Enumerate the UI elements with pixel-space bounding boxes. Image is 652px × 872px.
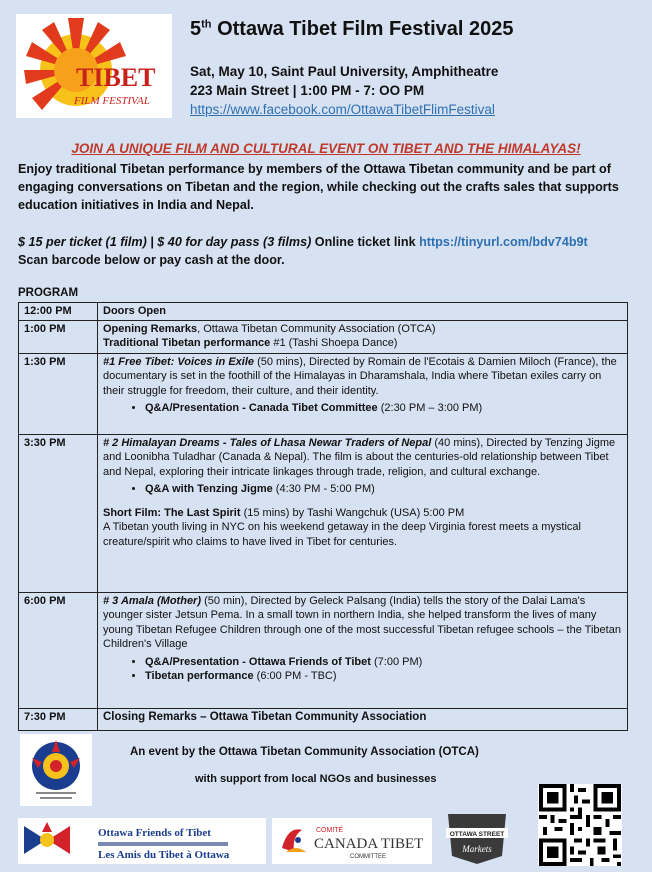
credit-support: with support from local NGOs and businesses	[195, 773, 437, 785]
svg-text:TIBET: TIBET	[76, 63, 156, 92]
svg-text:CANADA TIBET: CANADA TIBET	[314, 836, 424, 852]
event-date-venue: Sat, May 10, Saint Paul University, Amphitheatre	[190, 64, 499, 79]
program-table	[18, 302, 628, 731]
table-row: 7:30 PM Closing Remarks – Ottawa Tibetan Community Association	[19, 708, 628, 730]
table-row: 3:30 PM # 2 Himalayan Dreams - Tales of Lhasa Newar Traders of Nepal (40 mins), Directed by Tenzing Jigme and Loonibha Tuladhar (Canada & Nepal). The film is about the centuries-old relationship between Tibet and Nepal, exploring their intricate linkages through trade, religion, and cultural exchange. • Q&A with Tenzing Jigme (4:30 PM - 5:00 PM) Short Film: The Last Spirit (15 mins) by Tashi Wangchuk (USA) 5:00 PM A Tibetan youth living in NYC on his weekend getaway in the deep Virginia forest meets a mystical creature/spirit who claims to have lived in Tibet for centuries.	[19, 434, 628, 592]
otca-logo	[20, 734, 92, 806]
ticket-info: $ 15 per ticket (1 film) | $ 40 for day pass (3 films) Online ticket link https://tinyurl.com/bdv74b9t Scan barcode below or pay cash at the door.	[18, 235, 588, 267]
page-title: 5th Ottawa Tibet Film Festival 2025	[190, 18, 514, 40]
tibet-film-festival-logo	[16, 14, 172, 118]
svg-text:FILM FESTIVAL: FILM FESTIVAL	[74, 95, 150, 107]
svg-text:Ottawa Friends of Tibet: Ottawa Friends of Tibet	[98, 827, 211, 839]
svg-text:Les Amis du Tibet à Ottawa: Les Amis du Tibet à Ottawa	[98, 849, 230, 861]
svg-text:COMITÉ: COMITÉ	[316, 827, 344, 834]
qr-code[interactable]	[538, 784, 622, 866]
table-row: 1:00 PM Opening Remarks, Ottawa Tibetan Community Association (OTCA) Traditional Tibetan performance #1 (Tashi Shoepa Dance)	[19, 320, 628, 353]
svg-text:OTTAWA STREET: OTTAWA STREET	[449, 831, 505, 838]
headline: JOIN A UNIQUE FILM AND CULTURAL EVENT ON TIBET AND THE HIMALAYAS!	[71, 141, 581, 156]
event-info	[190, 62, 498, 119]
intro-paragraph: Enjoy traditional Tibetan performance by members of the Ottawa Tibetan community and be part of engaging conversations on Tibetan and the region, while checking out the crafts sales that supports education initiatives in India and Nepal.	[18, 162, 619, 212]
ottawa-friends-of-tibet-logo	[18, 818, 266, 864]
canada-tibet-committee-logo	[272, 818, 432, 864]
table-row: 6:00 PM # 3 Amala (Mother) (50 min), Directed by Geleck Palsang (India) tells the story of the Dalai Lama's younger sister Jetsun Pema. In a small town in northern India, she helped transform the lives of many young Tibetan Refugee Children through one of the most successful Tibetan refugee schools – the Tibetan Children's Village • Q&A/Presentation - Ottawa Friends of Tibet (7:00 PM) • Tibetan performance (6:00 PM - TBC)	[19, 592, 628, 708]
table-row: 1:30 PM #1 Free Tibet: Voices in Exile (50 mins), Directed by Romain de l'Ecotais & Damien Miloch (France), the documentary is set in the foothill of the Himalayas in Dharamshala, India where Tibetan exiles carry on their struggle for freedom, their culture, and their identity. • Q&A/Presentation - Canada Tibet Committee (2:30 PM – 3:00 PM)	[19, 353, 628, 434]
facebook-link[interactable]: https://www.facebook.com/OttawaTibetFlimFestival	[190, 102, 495, 117]
table-row: 12:00 PM Doors Open	[19, 303, 628, 321]
event-address-time: 223 Main Street | 1:00 PM - 7: OO PM	[190, 83, 425, 98]
credit-organizer: An event by the Ottawa Tibetan Community Association (OTCA)	[130, 746, 479, 758]
ticket-price: $ 15 per ticket (1 film) | $ 40 for day pass (3 films)	[18, 235, 312, 249]
program-label: PROGRAM	[18, 287, 79, 299]
ottawa-street-markets-logo	[442, 806, 512, 866]
svg-text:COMMITTEE: COMMITTEE	[350, 854, 386, 860]
ticket-link[interactable]: https://tinyurl.com/bdv74b9t	[419, 235, 588, 249]
svg-text:Markets: Markets	[462, 844, 492, 854]
scan-instruction: Scan barcode below or pay cash at the door.	[18, 253, 285, 267]
